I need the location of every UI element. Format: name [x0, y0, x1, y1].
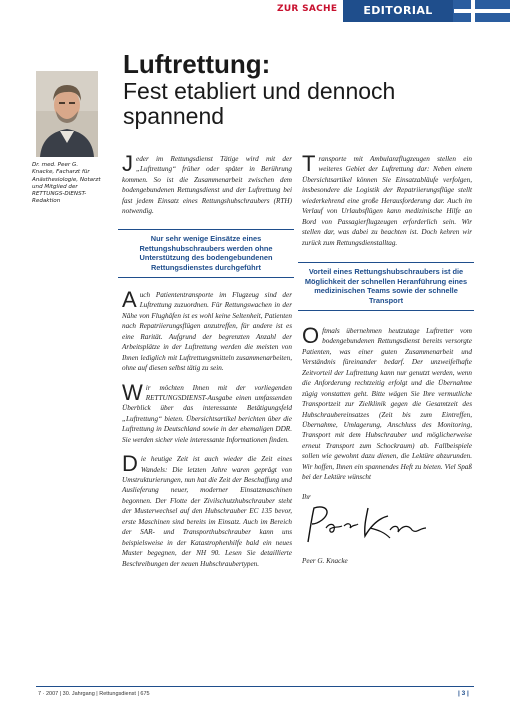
drop-cap: J	[122, 151, 133, 176]
paragraph	[122, 379, 292, 446]
paragraph	[122, 287, 292, 374]
paragraph-text: ie heutige Zeit ist auch wieder die Zeit eines Wandels: Die letzten Jahre waren geprägt von Umstrukturierungen, nun hat die Zeit der Beschaffung und Auslieferung neuer, moderner Einsatzmaschinen begonnen. Der Flotte der Zivilschutzhubschrauber steht der Musterwechsel auf den Hubschrauber EC 135 bevor, erste Maschinen sind bereits im Einsatz. Auch im Bereich der SAR- und Transporthubschrauber kann uns beispielsweise in der Katastrophenhilfe bald ein neues Muster begegnen, der NH 90. Lesen Sie detaillierte Beschreibungen der neuen Hubschraubertypen.	[122, 455, 292, 568]
author-caption: Dr. med. Peer G. Knacke, Facharzt für Anästhesiologie, Notarzt und Mitglied der RETTUNGS-DIENST-Redaktion	[32, 162, 101, 205]
paragraph	[122, 451, 292, 569]
drop-cap: O	[302, 323, 320, 348]
footer-issue: 7 · 2007 | 30. Jahrgang | Rettungsdienst | 675	[38, 691, 150, 697]
paragraph-text: uch Patiententransporte im Flugzeug sind der Luftrettung zuzuordnen. Für Rettungswachen in der Nähe von Flughäfen ist es wohl keine Seltenheit, Patienten nach Repatriierungsflügen anzutreffen, für andere ist es eine Rarität. Aufgrund der begrenzten Anzahl der Arbeitsplätze in der Luftrettung werden die meisten von Ihnen lediglich mit Luftrettungsmitteln zusammenarbeiten, ohne auf diesen selbst tätig zu sein.	[122, 291, 292, 373]
title-line-3: spannend	[123, 102, 225, 129]
title-line-1: Luftrettung:	[123, 49, 271, 79]
right-column-body	[302, 323, 472, 502]
drop-cap: D	[122, 451, 138, 477]
signature-name: Peer G. Knacke	[302, 557, 348, 565]
article-title	[123, 50, 453, 129]
drop-cap: W	[122, 379, 143, 405]
right-column-top	[302, 151, 472, 248]
closing-line: Ihr	[302, 492, 311, 501]
page-number: | 3 |	[458, 690, 469, 697]
paragraph	[302, 323, 472, 483]
paragraph-text: ir möchten Ihnen mit der vorliegenden RETTUNGSDIENST-Ausgabe einen umfassenden Überblick über das interessante Betätigungsfeld „Luftrettung“ bieten. Übersichtsartikel berichten über die Luftrettung in Deutschland sowie in der ehemaligen DDR. Sie werden sicher viele interessante Informationen finden.	[122, 383, 292, 444]
pull-quote-left: Nur sehr wenige Einsätze eines Rettungshubschraubers werden ohne Unterstützung des bodengebundenen Rettungsdienstes durchgeführt	[118, 229, 294, 278]
author-photo	[36, 71, 98, 157]
paragraph-text: eder im Rettungsdienst Tätige wird mit der „Luftrettung“ früher oder später in Berührung kommen. So ist die Zusammenarbeit zwischen dem bodengebundenen Rettungsdienst und der Luftrettung bei fast jedem Einsatz eines Rettungshubschraubers (RTH) notwendig.	[122, 155, 292, 216]
drop-cap: T	[302, 151, 316, 176]
plus-icon-vertical	[471, 0, 475, 22]
section-label: EDITORIAL	[343, 0, 453, 22]
left-column-body	[122, 287, 292, 569]
footer-rule	[36, 686, 474, 687]
drop-cap: A	[122, 287, 137, 312]
paragraph	[122, 151, 292, 217]
title-line-2: Fest etabliert und dennoch	[123, 77, 396, 104]
plus-icon	[454, 9, 510, 13]
paragraph-text: ransporte mit Ambulanzflugzeugen stellen ein weiteres Gebiet der Luftrettung dar: Neben einem Übersichtsartikel können Sie Einsatzabläufe verfolgen, insbesondere die Logistik der Repatriierungsflüge stellt wiederkehrend eine große Herausforderung dar. Auch im Verlauf von Urlaubsflügen kann medizinische Hilfe an Bord von Passagierflugzeugen erforderlich sein. Wir stellen dar, was dabei zu beachten ist. Doch kehren wir zurück zum Rettungsdienstalltag.	[302, 155, 472, 247]
left-column-top	[122, 151, 292, 217]
paragraph	[302, 151, 472, 248]
signature-image	[302, 502, 432, 546]
section-tag: ZUR SACHE	[277, 4, 338, 14]
pull-quote-right: Vorteil eines Rettungshubschraubers ist die Möglichkeit der schnellen Heranführung eines medizinischen Teams sowie der schnelle Transport	[298, 262, 474, 311]
paragraph-text: ftmals übernehmen heutzutage Luftretter vom bodengebundenen Rettungsdienst bereits versorgte Patienten, was einer guten Zusammenarbeit und Verständnis füreinander bedarf. Der unzweifelhafte Zeitvorteil der Luftrettung kann nur genutzt werden, wenn die Anforderung rechtzeitig erfolgt und die Übernahme zügig vonstatten geht. Bitte wägen Sie Ihre vermutliche Transportzeit zur Zielklinik gegen die Gesamtzeit des Hubschraubereinsatzes (Zeit bis zum Eintreffen, Übernahme, Umlagerung, Anschluss des Monitoring, Transport mit dem Hubschrauber und möglicherweise erneut Transport zum Schockraum) ab. Fallbeispiele sollen wie gewohnt dazu dienen, die Lektüre abzurunden. Wir hoffen, Ihnen ein spannendes Heft zu bieten. Viel Spaß bei der Lektüre wünscht	[302, 327, 472, 482]
